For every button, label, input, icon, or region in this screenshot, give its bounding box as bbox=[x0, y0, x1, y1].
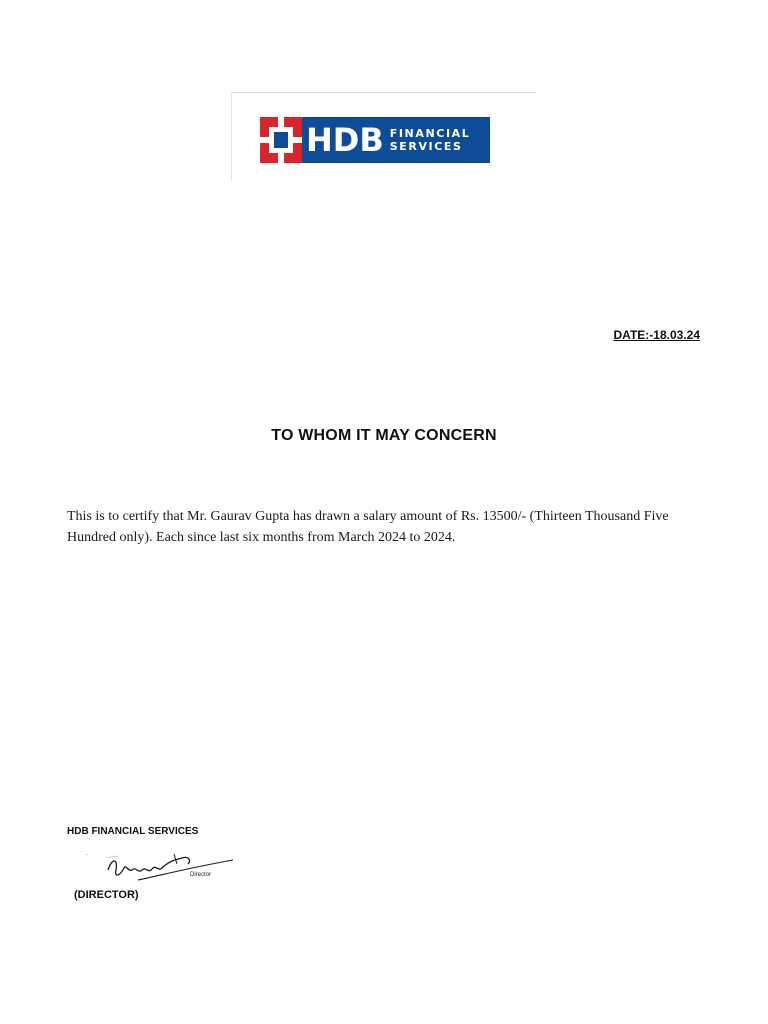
company-logo bbox=[260, 117, 490, 163]
hdb-logo-mark-icon bbox=[260, 117, 302, 163]
director-signature bbox=[78, 850, 238, 892]
director-designation: (DIRECTOR) bbox=[74, 889, 139, 901]
letter-body: This is to certify that Mr. Gaurav Gupta has drawn a salary amount of Rs. 13500/- (Thirteen Thousand Five Hundred only). Each since last six months from March 2024 to 2024. bbox=[67, 509, 669, 545]
signature-stamp: Director bbox=[190, 872, 212, 878]
logo-tagline bbox=[390, 127, 471, 153]
logo-line-financial: FINANCIAL bbox=[389, 127, 471, 140]
letter-heading: TO WHOM IT MAY CONCERN bbox=[271, 427, 497, 444]
letter-date: DATE:-18.03.24 bbox=[613, 328, 700, 342]
company-name-footer: HDB FINANCIAL SERVICES bbox=[67, 826, 199, 837]
logo-wordmark bbox=[302, 117, 490, 163]
logo-line-services: SERVICES bbox=[389, 140, 463, 153]
logo-hdb-text: HDB bbox=[306, 121, 384, 159]
